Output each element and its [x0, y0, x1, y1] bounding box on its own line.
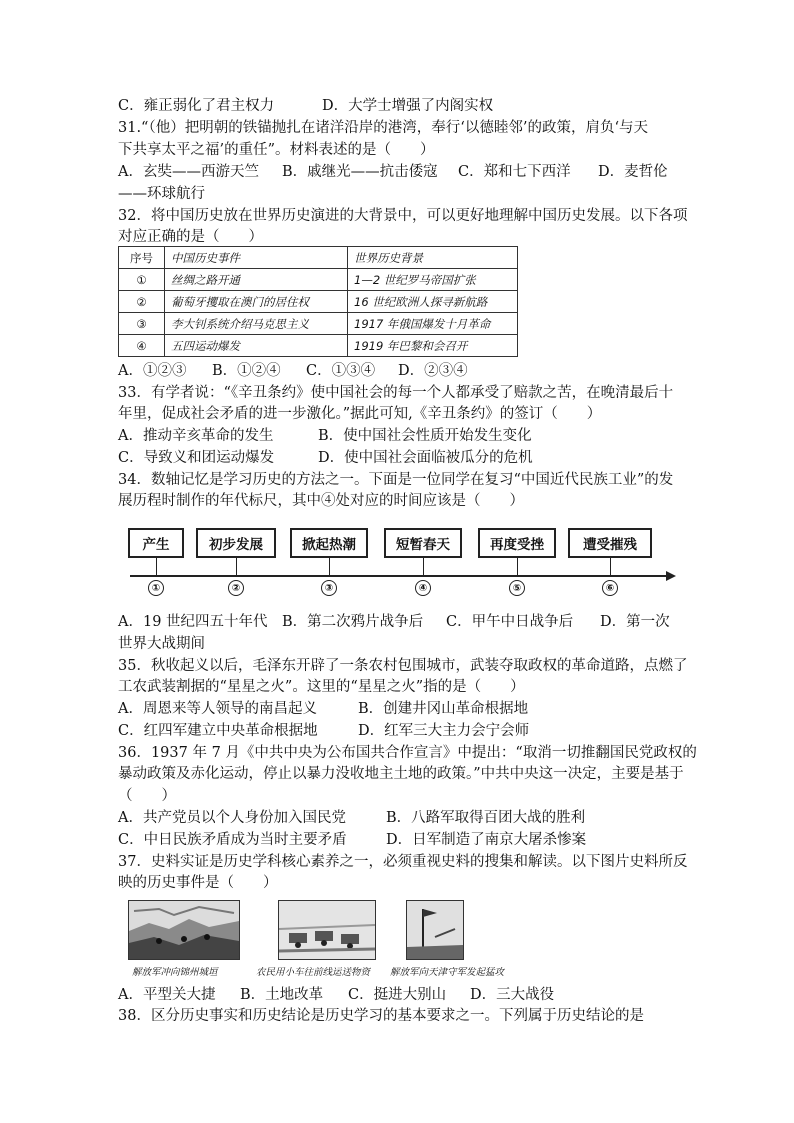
- timeline-connector: [423, 558, 424, 576]
- option-31-a: A．玄奘——西游天竺: [118, 164, 259, 180]
- option-35-d: D．红军三大主力会宁会师: [358, 723, 530, 739]
- timeline-connector: [156, 558, 157, 576]
- question-36-stem-line-3: （ ）: [118, 788, 176, 804]
- table-cell: 1—2 世纪罗马帝国扩张: [348, 269, 518, 291]
- question-36-stem-line-2: 暴动政策及赤化运动，停止以暴力没收地主土地的政策。”中共中央这一决定，主要是基于: [118, 766, 684, 782]
- timeline-mark: ③: [321, 580, 337, 596]
- timeline-connector: [236, 558, 237, 576]
- option-37-a: A．平型关大捷: [118, 987, 216, 1003]
- option-34-d: D．第一次: [600, 614, 670, 630]
- option-34-d-continued: 世界大战期间: [118, 636, 205, 652]
- table-row: [119, 291, 518, 313]
- question-32-stem-line-1: 32．将中国历史放在世界历史演进的大背景中，可以更好地理解中国历史发展。以下各项: [118, 208, 688, 224]
- question-32-stem-line-2: 对应正确的是（ ）: [118, 229, 263, 245]
- question-35-stem-line-1: 35．秋收起义以后，毛泽东开辟了一条农村包围城市，武装夺取政权的革命道路，点燃了: [118, 658, 688, 674]
- timeline-stage: 初步发展: [196, 528, 276, 558]
- historical-photo: [406, 900, 464, 960]
- option-32-c: C．①③④: [306, 363, 376, 379]
- photo-caption: 农民用小车往前线运送物资: [256, 967, 371, 978]
- timeline-mark: ②: [228, 580, 244, 596]
- option-36-b: B．八路军取得百团大战的胜利: [386, 810, 586, 826]
- timeline-stage: 产生: [128, 528, 184, 558]
- question-36-stem-line-1: 36．1937 年 7 月《中共中央为公布国共合作宣言》中提出：“取消一切推翻国民党政权的: [118, 745, 697, 761]
- option-30-d: D．大学士增强了内阁实权: [322, 98, 494, 114]
- timeline-stage: 掀起热潮: [290, 528, 368, 558]
- question-34-stem-line-2: 展历程时制作的年代标尺，其中④处对应的时间应该是（ ）: [118, 493, 524, 509]
- table-cell: 16 世纪欧洲人探寻新航路: [348, 291, 518, 313]
- option-35-b: B．创建井冈山革命根据地: [358, 701, 529, 717]
- photo-caption: 解放军向天津守军发起猛攻: [390, 967, 505, 978]
- table-cell: 1917 年俄国爆发十月革命: [348, 313, 518, 335]
- option-30-c: C．雍正弱化了君主权力: [118, 98, 275, 114]
- table-cell: 李大钊系统介绍马克思主义: [165, 313, 348, 335]
- question-31-stem-line-2: 下共享太平之福’的重任”。材料表述的是（ ）: [118, 142, 435, 158]
- timeline-mark: ①: [148, 580, 164, 596]
- timeline-diagram: [118, 518, 688, 602]
- historical-photo: [278, 900, 376, 960]
- option-32-d: D．②③④: [398, 363, 468, 379]
- timeline-mark: ⑥: [602, 580, 618, 596]
- historical-photo: [128, 900, 240, 960]
- option-37-b: B．土地改革: [240, 987, 324, 1003]
- option-33-c: C．导致义和团运动爆发: [118, 450, 275, 466]
- arrow-right-icon: [666, 571, 676, 581]
- table-row: [119, 313, 518, 335]
- table-header-cell: 世界历史背景: [348, 247, 518, 269]
- table-cell: ①: [119, 269, 165, 291]
- table-cell: 丝绸之路开通: [165, 269, 348, 291]
- question-37-stem-line-2: 映的历史事件是（ ）: [118, 875, 278, 891]
- option-34-c: C．甲午中日战争后: [446, 614, 574, 630]
- option-34-a: A．19 世纪四五十年代: [118, 614, 268, 630]
- photo-caption: 解放军冲向锦州城垣: [132, 967, 218, 978]
- option-33-d: D．使中国社会面临被瓜分的危机: [318, 450, 533, 466]
- table-cell: 1919 年巴黎和会召开: [348, 335, 518, 357]
- option-36-c: C．中日民族矛盾成为当时主要矛盾: [118, 832, 347, 848]
- option-34-b: B．第二次鸦片战争后: [282, 614, 424, 630]
- timeline-stage: 再度受挫: [478, 528, 556, 558]
- option-33-b: B．使中国社会性质开始发生变化: [318, 428, 532, 444]
- option-35-c: C．红四军建立中央革命根据地: [118, 723, 318, 739]
- question-34-stem-line-1: 34．数轴记忆是学习历史的方法之一。下面是一位同学在复习“中国近代民族工业”的发: [118, 472, 674, 488]
- question-33-stem-line-2: 年里，促成社会矛盾的进一步激化。”据此可知,《辛丑条约》的签订（ ）: [118, 406, 602, 422]
- option-35-a: A．周恩来等人领导的南昌起义: [118, 701, 317, 717]
- option-32-b: B．①②④: [212, 363, 281, 379]
- question-33-stem-line-1: 33．有学者说：“《辛丑条约》使中国社会的每一个人都承受了赔款之苦，在晚清最后十: [118, 385, 674, 401]
- question-35-stem-line-2: 工农武装割据的“星星之火”。这里的“星星之火”指的是（ ）: [118, 679, 525, 695]
- option-37-c: C．挺进大别山: [348, 987, 447, 1003]
- option-37-d: D．三大战役: [470, 987, 555, 1003]
- option-36-a: A．共产党员以个人身份加入国民党: [118, 810, 346, 826]
- timeline-stage: 遭受摧残: [568, 528, 652, 558]
- table-cell: ②: [119, 291, 165, 313]
- table-cell: ③: [119, 313, 165, 335]
- timeline-mark: ⑤: [509, 580, 525, 596]
- table-cell: ④: [119, 335, 165, 357]
- table-header-cell: 中国历史事件: [165, 247, 348, 269]
- option-31-c: C．郑和七下西洋: [458, 164, 571, 180]
- timeline-mark: ④: [415, 580, 431, 596]
- option-31-d: D．麦哲伦: [598, 164, 668, 180]
- question-37-stem-line-1: 37．史料实证是历史学科核心素养之一，必须重视史料的搜集和解读。以下图片史料所反: [118, 854, 688, 870]
- timeline-connector: [610, 558, 611, 576]
- timeline-axis: [130, 575, 668, 577]
- option-33-a: A．推动辛亥革命的发生: [118, 428, 274, 444]
- option-32-a: A．①②③: [118, 363, 187, 379]
- table-header-row: [119, 247, 518, 269]
- option-31-b: B．戚继光——抗击倭寇: [282, 164, 438, 180]
- timeline-connector: [329, 558, 330, 576]
- table-row: [119, 269, 518, 291]
- timeline-stage: 短暂春天: [384, 528, 462, 558]
- table-row: [119, 335, 518, 357]
- question-38-stem-line-1: 38．区分历史事实和历史结论是历史学习的基本要求之一。下列属于历史结论的是: [118, 1008, 644, 1024]
- question-32-table: [118, 246, 518, 357]
- option-31-d-continued: ——环球航行: [118, 186, 205, 202]
- table-header-cell: 序号: [119, 247, 165, 269]
- table-cell: 葡萄牙攫取在澳门的居住权: [165, 291, 348, 313]
- table-cell: 五四运动爆发: [165, 335, 348, 357]
- timeline-connector: [517, 558, 518, 576]
- question-31-stem-line-1: 31.“（他）把明朝的铁锚抛扎在诸洋沿岸的港湾，奉行‘以德睦邻’的政策，肩负‘与天: [118, 120, 649, 136]
- option-36-d: D．日军制造了南京大屠杀惨案: [386, 832, 587, 848]
